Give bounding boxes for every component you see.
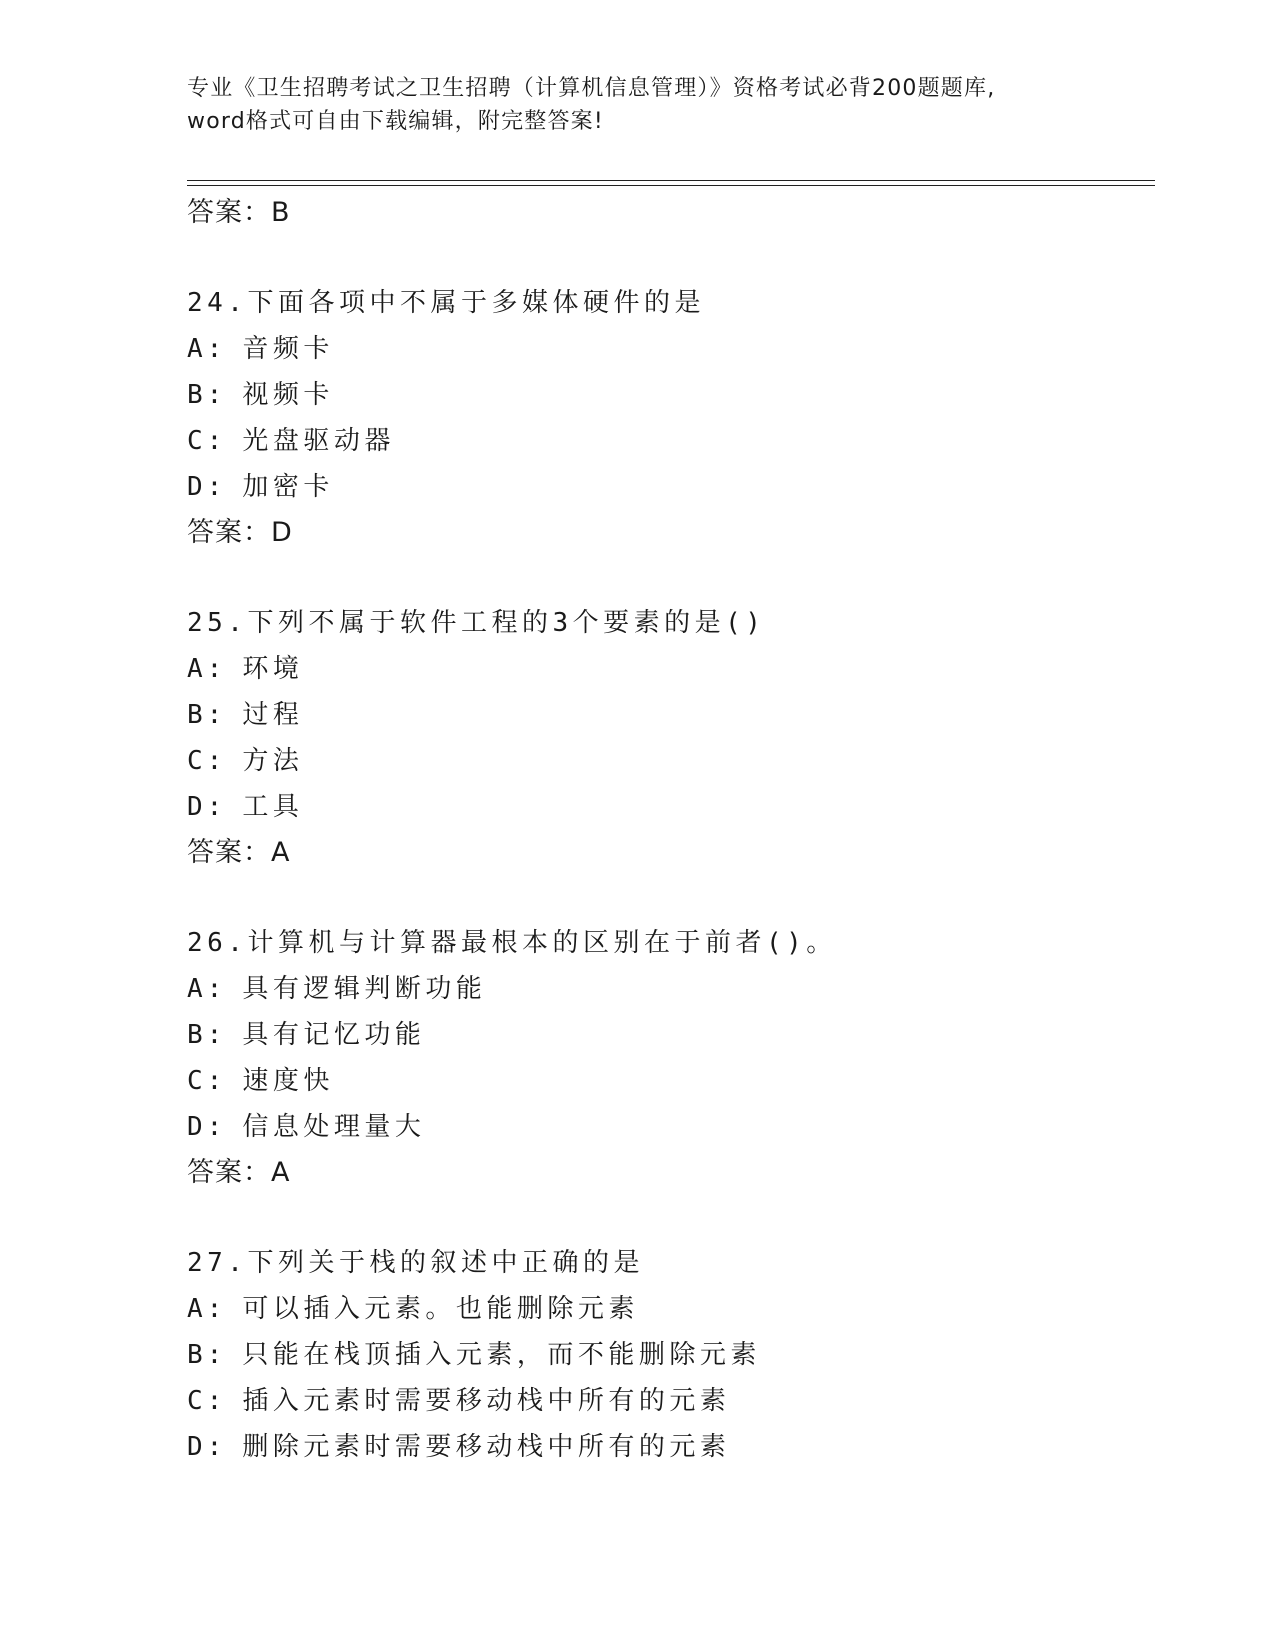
question-stem: 24.下面各项中不属于多媒体硬件的是 bbox=[187, 288, 705, 318]
spacer bbox=[187, 556, 1147, 600]
option-label: A: bbox=[187, 1294, 227, 1324]
option-a bbox=[187, 326, 1147, 372]
option-text: 插入元素时需要移动栈中所有的元素 bbox=[242, 1386, 731, 1416]
option-a bbox=[187, 966, 1147, 1012]
option-b bbox=[187, 1012, 1147, 1058]
option-label: A: bbox=[187, 334, 227, 364]
option-text: 速度快 bbox=[242, 1066, 334, 1096]
option-label: B: bbox=[187, 1020, 227, 1050]
option-c bbox=[187, 418, 1147, 464]
answer: 答案：A bbox=[187, 1157, 291, 1188]
option-label: C: bbox=[187, 746, 227, 776]
answer: 答案：A bbox=[187, 837, 291, 868]
option-c bbox=[187, 1378, 1147, 1424]
option-label: A: bbox=[187, 654, 227, 684]
option-text: 光盘驱动器 bbox=[242, 426, 395, 456]
option-c bbox=[187, 738, 1147, 784]
option-text: 具有记忆功能 bbox=[242, 1020, 426, 1050]
option-text: 过程 bbox=[242, 700, 304, 730]
option-label: B: bbox=[187, 700, 227, 730]
option-text: 工具 bbox=[242, 792, 304, 822]
question-stem: 26.计算机与计算器最根本的区别在于前者()。 bbox=[187, 928, 837, 958]
option-label: D: bbox=[187, 1112, 227, 1142]
option-text: 环境 bbox=[242, 654, 304, 684]
option-text: 可以插入元素。也能删除元素 bbox=[242, 1294, 639, 1324]
option-b bbox=[187, 692, 1147, 738]
option-d bbox=[187, 1424, 1147, 1470]
option-label: D: bbox=[187, 472, 227, 502]
option-text: 视频卡 bbox=[242, 380, 334, 410]
option-label: D: bbox=[187, 792, 227, 822]
option-label: C: bbox=[187, 1066, 227, 1096]
spacer bbox=[187, 1196, 1147, 1240]
option-a bbox=[187, 646, 1147, 692]
option-text: 删除元素时需要移动栈中所有的元素 bbox=[242, 1432, 731, 1462]
option-c bbox=[187, 1058, 1147, 1104]
option-d bbox=[187, 1104, 1147, 1150]
document-header bbox=[187, 72, 1087, 138]
option-text: 具有逻辑判断功能 bbox=[242, 974, 487, 1004]
option-label: D: bbox=[187, 1432, 227, 1462]
header-rule-top bbox=[187, 180, 1155, 181]
option-b bbox=[187, 1332, 1147, 1378]
spacer bbox=[187, 236, 1147, 280]
option-label: B: bbox=[187, 380, 227, 410]
option-label: B: bbox=[187, 1340, 227, 1370]
header-line-1: 专业《卫生招聘考试之卫生招聘（计算机信息管理）》资格考试必背200题题库, bbox=[187, 76, 996, 101]
header-rule-bottom bbox=[187, 185, 1155, 186]
option-label: A: bbox=[187, 974, 227, 1004]
answer: 答案：D bbox=[187, 517, 293, 548]
option-b bbox=[187, 372, 1147, 418]
option-label: C: bbox=[187, 1386, 227, 1416]
option-d bbox=[187, 464, 1147, 510]
option-text: 信息处理量大 bbox=[242, 1112, 426, 1142]
option-text: 音频卡 bbox=[242, 334, 334, 364]
option-text: 只能在栈顶插入元素，而不能删除元素 bbox=[242, 1340, 761, 1370]
question-stem: 25.下列不属于软件工程的3个要素的是() bbox=[187, 608, 766, 638]
question-stem: 27.下列关于栈的叙述中正确的是 bbox=[187, 1248, 644, 1278]
option-text: 加密卡 bbox=[242, 472, 334, 502]
header-line-2: word格式可自由下载编辑，附完整答案! bbox=[187, 109, 604, 134]
option-d bbox=[187, 784, 1147, 830]
question-list bbox=[187, 190, 1147, 1470]
option-a bbox=[187, 1286, 1147, 1332]
option-label: C: bbox=[187, 426, 227, 456]
previous-answer: 答案：B bbox=[187, 197, 291, 228]
spacer bbox=[187, 876, 1147, 920]
option-text: 方法 bbox=[242, 746, 304, 776]
